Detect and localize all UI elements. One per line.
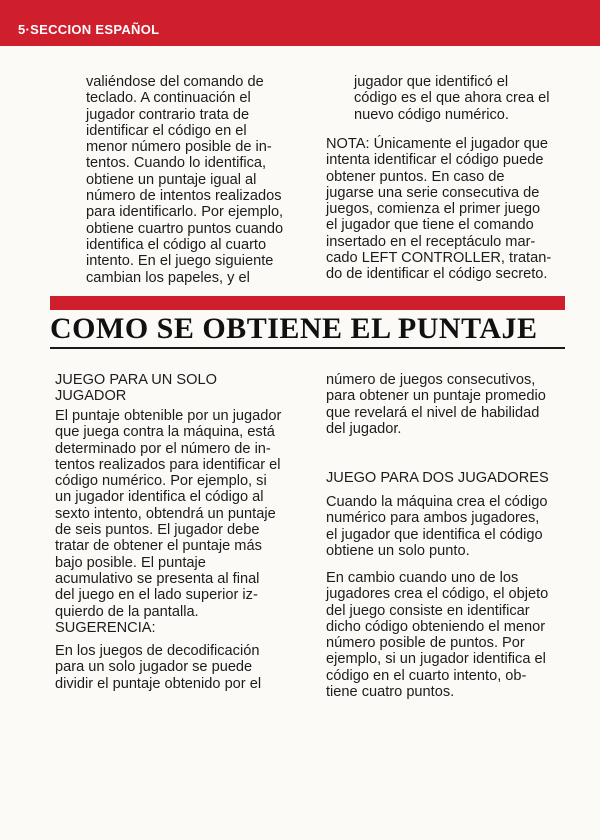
note-text: Únicamente el jugador que intenta identificar el código puede obtener puntos. En caso de jugarse una serie consecutiva de juegos, comienza el primer juego el jugador que tiene el comando insertado en el receptáculo mar- cado	[326, 136, 548, 267]
two-player-body-1: Cuando la máquina crea el código numérico para ambos jugadores, el jugador que identifica el código obtiene un solo punto.	[326, 494, 548, 559]
note-label: NOTA:	[326, 136, 370, 152]
hint-body: En los juegos de decodificación para un solo jugador se puede dividir el puntaje obtenido por el	[55, 643, 262, 692]
single-player-body: El puntaje obtenible por un jugador que juega contra la máquina, está determinado por el número de in- tentos realizados para identificar el código numérico. Por ejemplo, si un jugador identifica el código al sexto intento, obtendrá un puntaje de seis puntos. El jugador debe tratar de obtener el puntaje más bajo posible. El puntaje acumulativo se presenta al final del juego en el lado superior iz- quierdo de la pantalla.	[55, 408, 282, 620]
note-paragraph	[326, 136, 576, 283]
top-left-text: valiéndose del comando de teclado. A continuación el jugador contrario trata de identificar el código en el menor número posible de in- tentos. Cuando lo identifica, obtiene un puntaje igual al número de intentos realizados para identificarlo. Por ejemplo, obtiene cuartro puntos cuando identifica el código al cuarto intento. En el juego siguiente cambian los papeles, y el	[86, 74, 284, 286]
section-title: COMO SE OBTIENE EL PUNTAJE	[50, 312, 538, 345]
two-player-heading: JUEGO PARA DOS JUGADORES	[326, 470, 549, 486]
section-band	[50, 296, 565, 310]
single-player-heading: JUEGO PARA UN SOLO JUGADOR	[55, 372, 217, 405]
hint-heading: SUGERENCIA:	[55, 620, 156, 636]
left-controller-label: LEFT CONTROLLER	[361, 250, 501, 267]
top-right-text: jugador que identificó el código es el que ahora crea el nuevo código numérico.	[354, 74, 550, 123]
hint-continued: número de juegos consecutivos, para obtener un puntaje promedio que revelará el nivel de habilidad del jugador.	[326, 372, 546, 437]
two-player-body-2: En cambio cuando uno de los jugadores crea el código, el objeto del juego consiste en identificar dicho código obteniendo el menor número posible de puntos. Por ejemplo, si un jugador identifica el código en el cuarto intento, ob- tiene cuatro puntos.	[326, 570, 549, 701]
note-end: , tratan- do de identificar el código secreto.	[326, 250, 552, 283]
title-rule	[50, 347, 565, 349]
page-header: 5·SECCION ESPAÑOL	[18, 22, 160, 37]
